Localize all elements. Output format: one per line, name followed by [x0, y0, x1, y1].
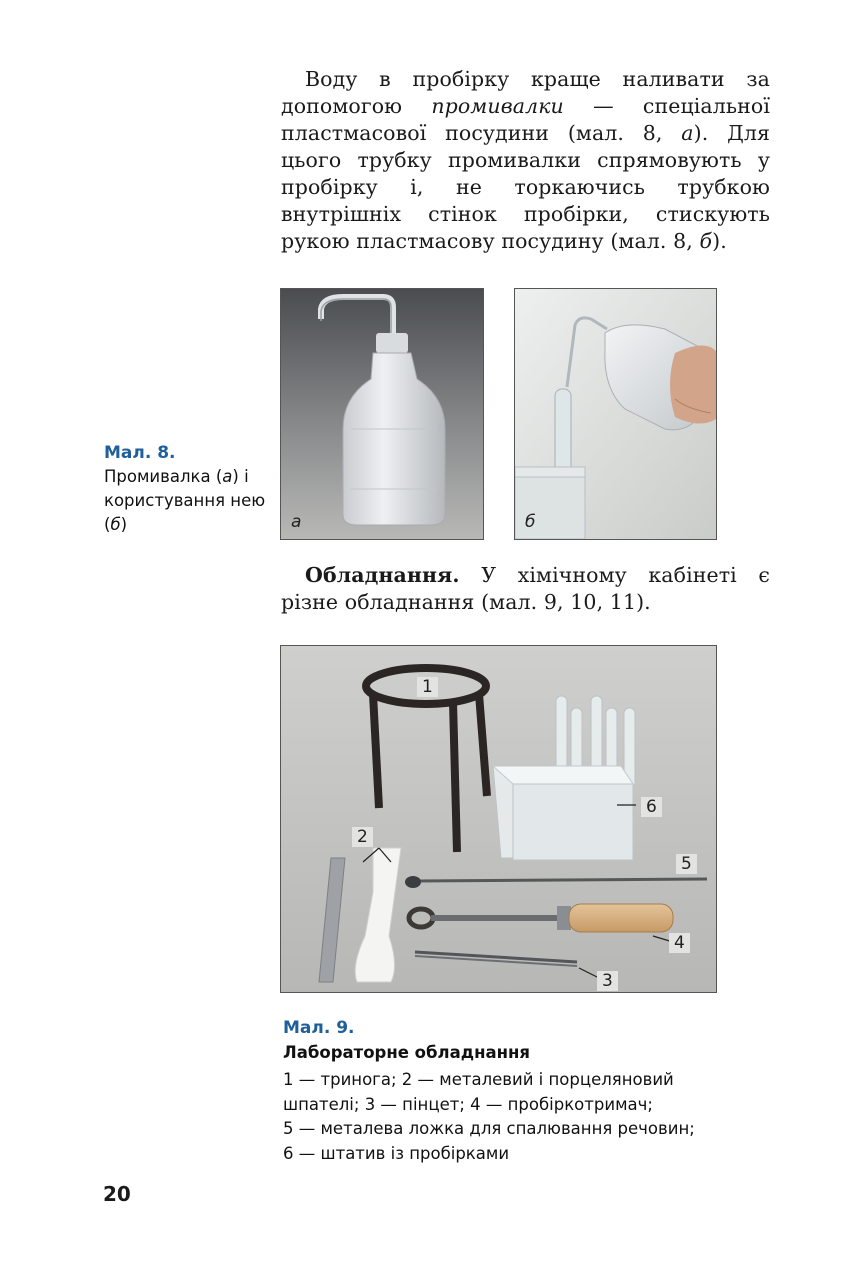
figure-8-caption-text: Промивалка (а) і користування нею (б) — [104, 467, 266, 534]
figure-9-number: Мал. 9. — [283, 1018, 355, 1038]
term-italic: промивалки — [431, 94, 564, 118]
page-number: 20 — [103, 1182, 131, 1206]
wash-bottle-photo — [280, 288, 484, 540]
label-tube-holder: 4 — [669, 933, 690, 953]
label-tripod: 1 — [417, 677, 438, 697]
figure-9-line: 1 — тринога; 2 — металевий і порцеляновий — [283, 1070, 674, 1089]
equipment-heading: Обладнання. — [305, 563, 460, 587]
photo-a-label: а — [291, 512, 302, 532]
intro-paragraph — [281, 66, 770, 255]
label-burning-spoon: 5 — [676, 854, 697, 874]
figure-9-line: шпателі; 3 — пінцет; 4 — пробіркотримач; — [283, 1094, 653, 1114]
wash-bottle-usage-photo — [514, 288, 717, 540]
figure-9-line: 5 — металева ложка для спалювання речовин; — [283, 1119, 695, 1138]
paragraph-text: Воду в пробірку краще наливати за допомогою — [281, 67, 770, 118]
label-spatulas: 2 — [352, 827, 373, 847]
photo-b-label: б — [525, 512, 536, 532]
figure-9-subtitle: Лабораторне обладнання — [283, 1043, 531, 1062]
figure-ref-a: а — [681, 121, 694, 145]
label-tube-rack: 6 — [641, 797, 662, 817]
figure-ref-b: б — [699, 229, 713, 253]
paragraph-text: ). — [712, 229, 727, 253]
paragraph-text: У хімічному кабінеті є різне обладнання (мал. 9, 10, 11). — [281, 563, 770, 614]
paragraph-text: — спеціальної пластмасової посудини (мал. 8, — [281, 94, 770, 145]
figure-8-caption — [104, 443, 274, 537]
figure-9-caption — [283, 1018, 763, 1166]
figure-9-line: 6 — штатив із пробірками — [283, 1143, 510, 1163]
label-tweezers: 3 — [597, 971, 618, 991]
equipment-paragraph — [281, 562, 770, 616]
figure-8-number: Мал. 8. — [104, 443, 176, 463]
paragraph-text: ). Для цього трубку промивалки спрямовують у пробірку і, не торкаючись трубкою внутрішніх стінок пробірки, стискують рукою пластмасову посудину (мал. 8, — [281, 121, 770, 253]
lab-equipment-photo — [280, 645, 717, 993]
